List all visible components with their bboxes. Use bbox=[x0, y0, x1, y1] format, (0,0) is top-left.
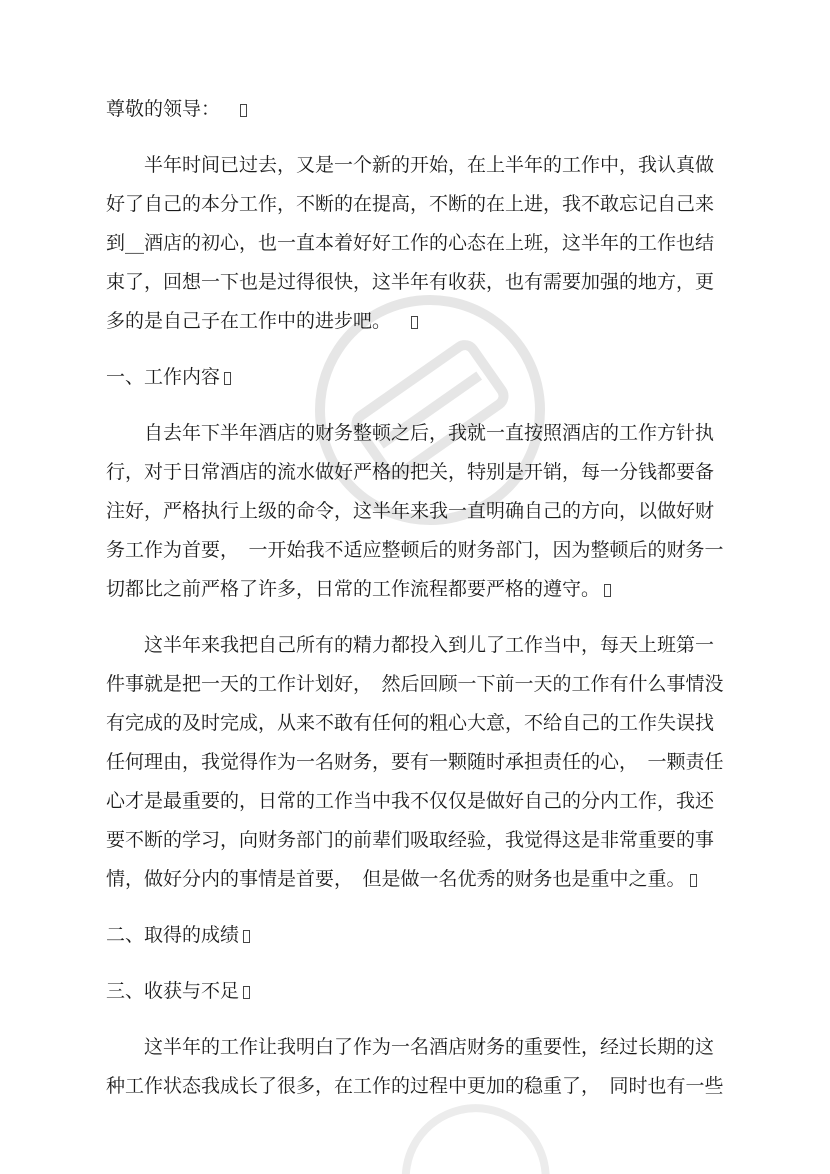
text-line: 种工作状态我成长了很多，在工作的过程中更加的稳重了， 同时也有一些 bbox=[106, 1075, 724, 1097]
paragraph-mark-icon bbox=[240, 104, 247, 117]
text-line: 心才是最重要的，日常的工作当中我不仅仅是做好自己的分内工作，我还 bbox=[106, 790, 715, 812]
paragraph-2 bbox=[106, 414, 728, 609]
text-line: 切都比之前严格了许多，日常的工作流程都要严格的遵守。 bbox=[106, 570, 728, 609]
paragraph-mark-icon bbox=[224, 372, 231, 385]
paragraph-mark-icon bbox=[411, 316, 418, 329]
text-line: 这半年的工作让我明白了作为一名酒店财务的重要性，经过长期的这 bbox=[144, 1036, 715, 1058]
text-line: 束了，回想一下也是过得很快，这半年有收获，也有需要加强的地方，更 bbox=[106, 271, 715, 293]
paragraph-mark-icon bbox=[243, 986, 250, 999]
text-line: 多的是自己子在工作中的进步吧。 bbox=[106, 302, 728, 341]
text-line: 半年时间已过去，又是一个新的开始，在上半年的工作中，我认真做 bbox=[144, 154, 715, 176]
text-line: 情，做好分内的事情是首要， 但是做一名优秀的财务也是重中之重。 bbox=[106, 860, 728, 899]
paragraph-mark-icon bbox=[690, 874, 697, 887]
text-line: 这半年来我把自己所有的精力都投入到儿了工作当中，每天上班第一 bbox=[144, 634, 715, 656]
section-heading-gains-shortcomings: 三、收获与不足 bbox=[106, 972, 728, 1011]
section-heading-achievements: 二、取得的成绩 bbox=[106, 916, 728, 955]
text-line: 注好，严格执行上级的命令，这半年来我一直明确自己的方向，以做好财 bbox=[106, 500, 715, 522]
section-heading-work-content: 一、工作内容 bbox=[106, 358, 728, 397]
text-line: 行，对于日常酒店的流水做好严格的把关，特别是开销，每一分钱都要备 bbox=[106, 461, 715, 483]
paragraph-3 bbox=[106, 626, 728, 899]
text-line: 好了自己的本分工作，不断的在提高，不断的在上进，我不敢忘记自己来 bbox=[106, 193, 715, 215]
text-line: 到__酒店的初心，也一直本着好好工作的心态在上班，这半年的工作也结 bbox=[106, 232, 715, 254]
text-line: 务工作为首要， 一开始我不适应整顿后的财务部门，因为整顿后的财务一 bbox=[106, 539, 724, 561]
paragraph-4 bbox=[106, 1028, 728, 1106]
text-line: 要不断的学习，向财务部门的前辈们吸取经验，我觉得这是非常重要的事 bbox=[106, 829, 715, 851]
salutation: 尊敬的领导： bbox=[106, 90, 728, 129]
paragraph-mark-icon bbox=[243, 930, 250, 943]
text-line: 任何理由，我觉得作为一名财务，要有一颗随时承担责任的心， 一颗责任 bbox=[106, 751, 724, 773]
text-line: 有完成的及时完成，从来不敢有任何的粗心大意，不给自己的工作失误找 bbox=[106, 712, 715, 734]
document-body bbox=[106, 90, 728, 1106]
paragraph-1 bbox=[106, 146, 728, 341]
text-line: 件事就是把一天的工作计划好， 然后回顾一下前一天的工作有什么事情没 bbox=[106, 673, 724, 695]
text-line: 自去年下半年酒店的财务整顿之后，我就一直按照酒店的工作方针执 bbox=[144, 422, 715, 444]
paragraph-mark-icon bbox=[604, 584, 611, 597]
